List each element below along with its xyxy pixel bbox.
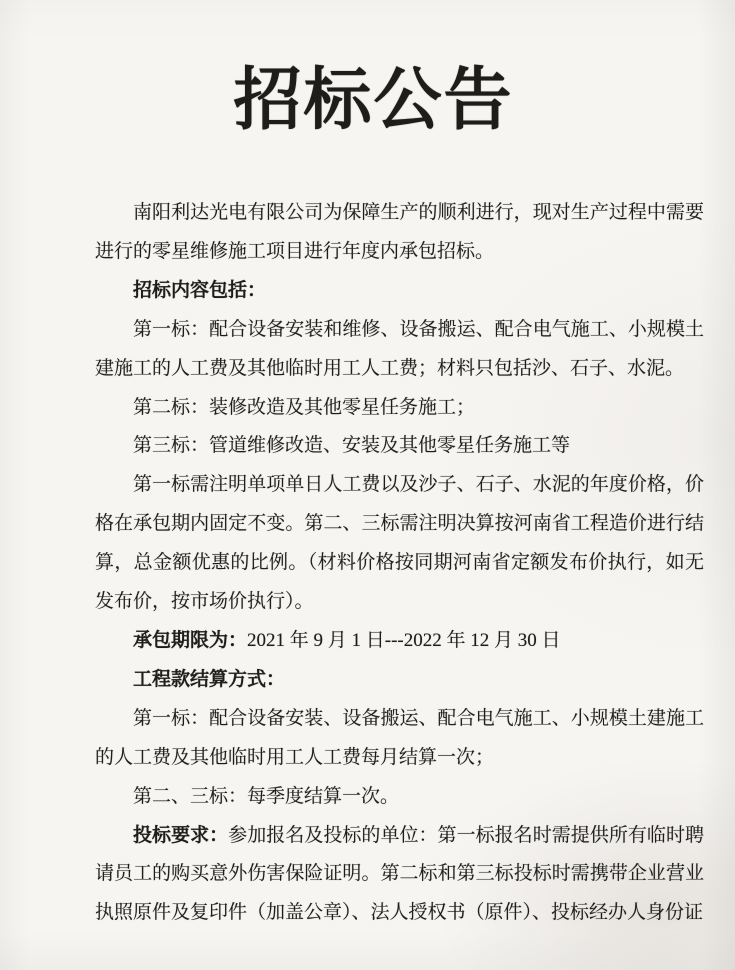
paragraph-lot1-scope: [95, 311, 704, 389]
paragraph-intro: [95, 194, 704, 272]
paragraph-text: 第一标：配合设备安装和维修、设备搬运、配合电气施工、小规模土建施工的人工费及其他临时用工人工费；材料只包括沙、石子、水泥。: [95, 318, 704, 379]
paragraph-text: 第一标：配合设备安装、设备搬运、配合电气施工、小规模土建施工的人工费及其他临时用工人工费每月结算一次；: [95, 707, 704, 768]
paragraph-text: 2021 年 9 月 1 日---2022 年 12 月 30 日: [247, 629, 561, 651]
paragraph-label: 投标要求：: [133, 824, 229, 846]
paragraph-settlement-lot23: [95, 778, 704, 817]
paragraph-text: 第二标：装修改造及其他零星任务施工；: [133, 396, 476, 418]
paragraph-bidding-requirements: [95, 817, 704, 934]
paragraph-pricing-rules: [95, 466, 704, 622]
paragraph-label: 招标内容包括：: [133, 279, 267, 301]
paragraph-text: 第二、三标：每季度结算一次。: [133, 785, 400, 807]
document-title: 招标公告: [233, 62, 514, 138]
paragraph-settlement-lot1: [95, 700, 704, 778]
paragraph-label: 工程款结算方式：: [133, 668, 286, 690]
paragraph-lot3-scope: [95, 427, 704, 466]
paragraph-text: 第一标需注明单项单日人工费以及沙子、石子、水泥的年度价格，价格在承包期内固定不变。第二、三标需注明决算按河南省工程造价进行结算，总金额优惠的比例。（材料价格按同期河南省定额发布价执行，如无发布价，按市场价执行）。: [95, 474, 704, 613]
paragraph-tender-content-heading: [95, 272, 704, 311]
paragraph-text: 第三标：管道维修改造、安装及其他零星任务施工等: [133, 435, 571, 457]
paragraph-label: 承包期限为：: [133, 629, 248, 651]
paragraph-text: 南阳利达光电有限公司为保障生产的顺利进行，现对生产过程中需要进行的零星维修施工项目进行年度内承包招标。: [95, 202, 704, 262]
document-body: [95, 194, 704, 933]
paragraph-contract-period: [95, 622, 704, 661]
paragraph-text: 参加报名及投标的单位：第一标报名时需提供所有临时聘请员工的购买意外伤害保险证明。第二标和第三标投标时需携带企业营业执照原件及复印件（加盖公章）、法人授权书（原件）、投标经办人身份证: [95, 824, 704, 924]
paragraph-lot2-scope: [95, 389, 704, 428]
paragraph-settlement-heading: [95, 661, 704, 700]
